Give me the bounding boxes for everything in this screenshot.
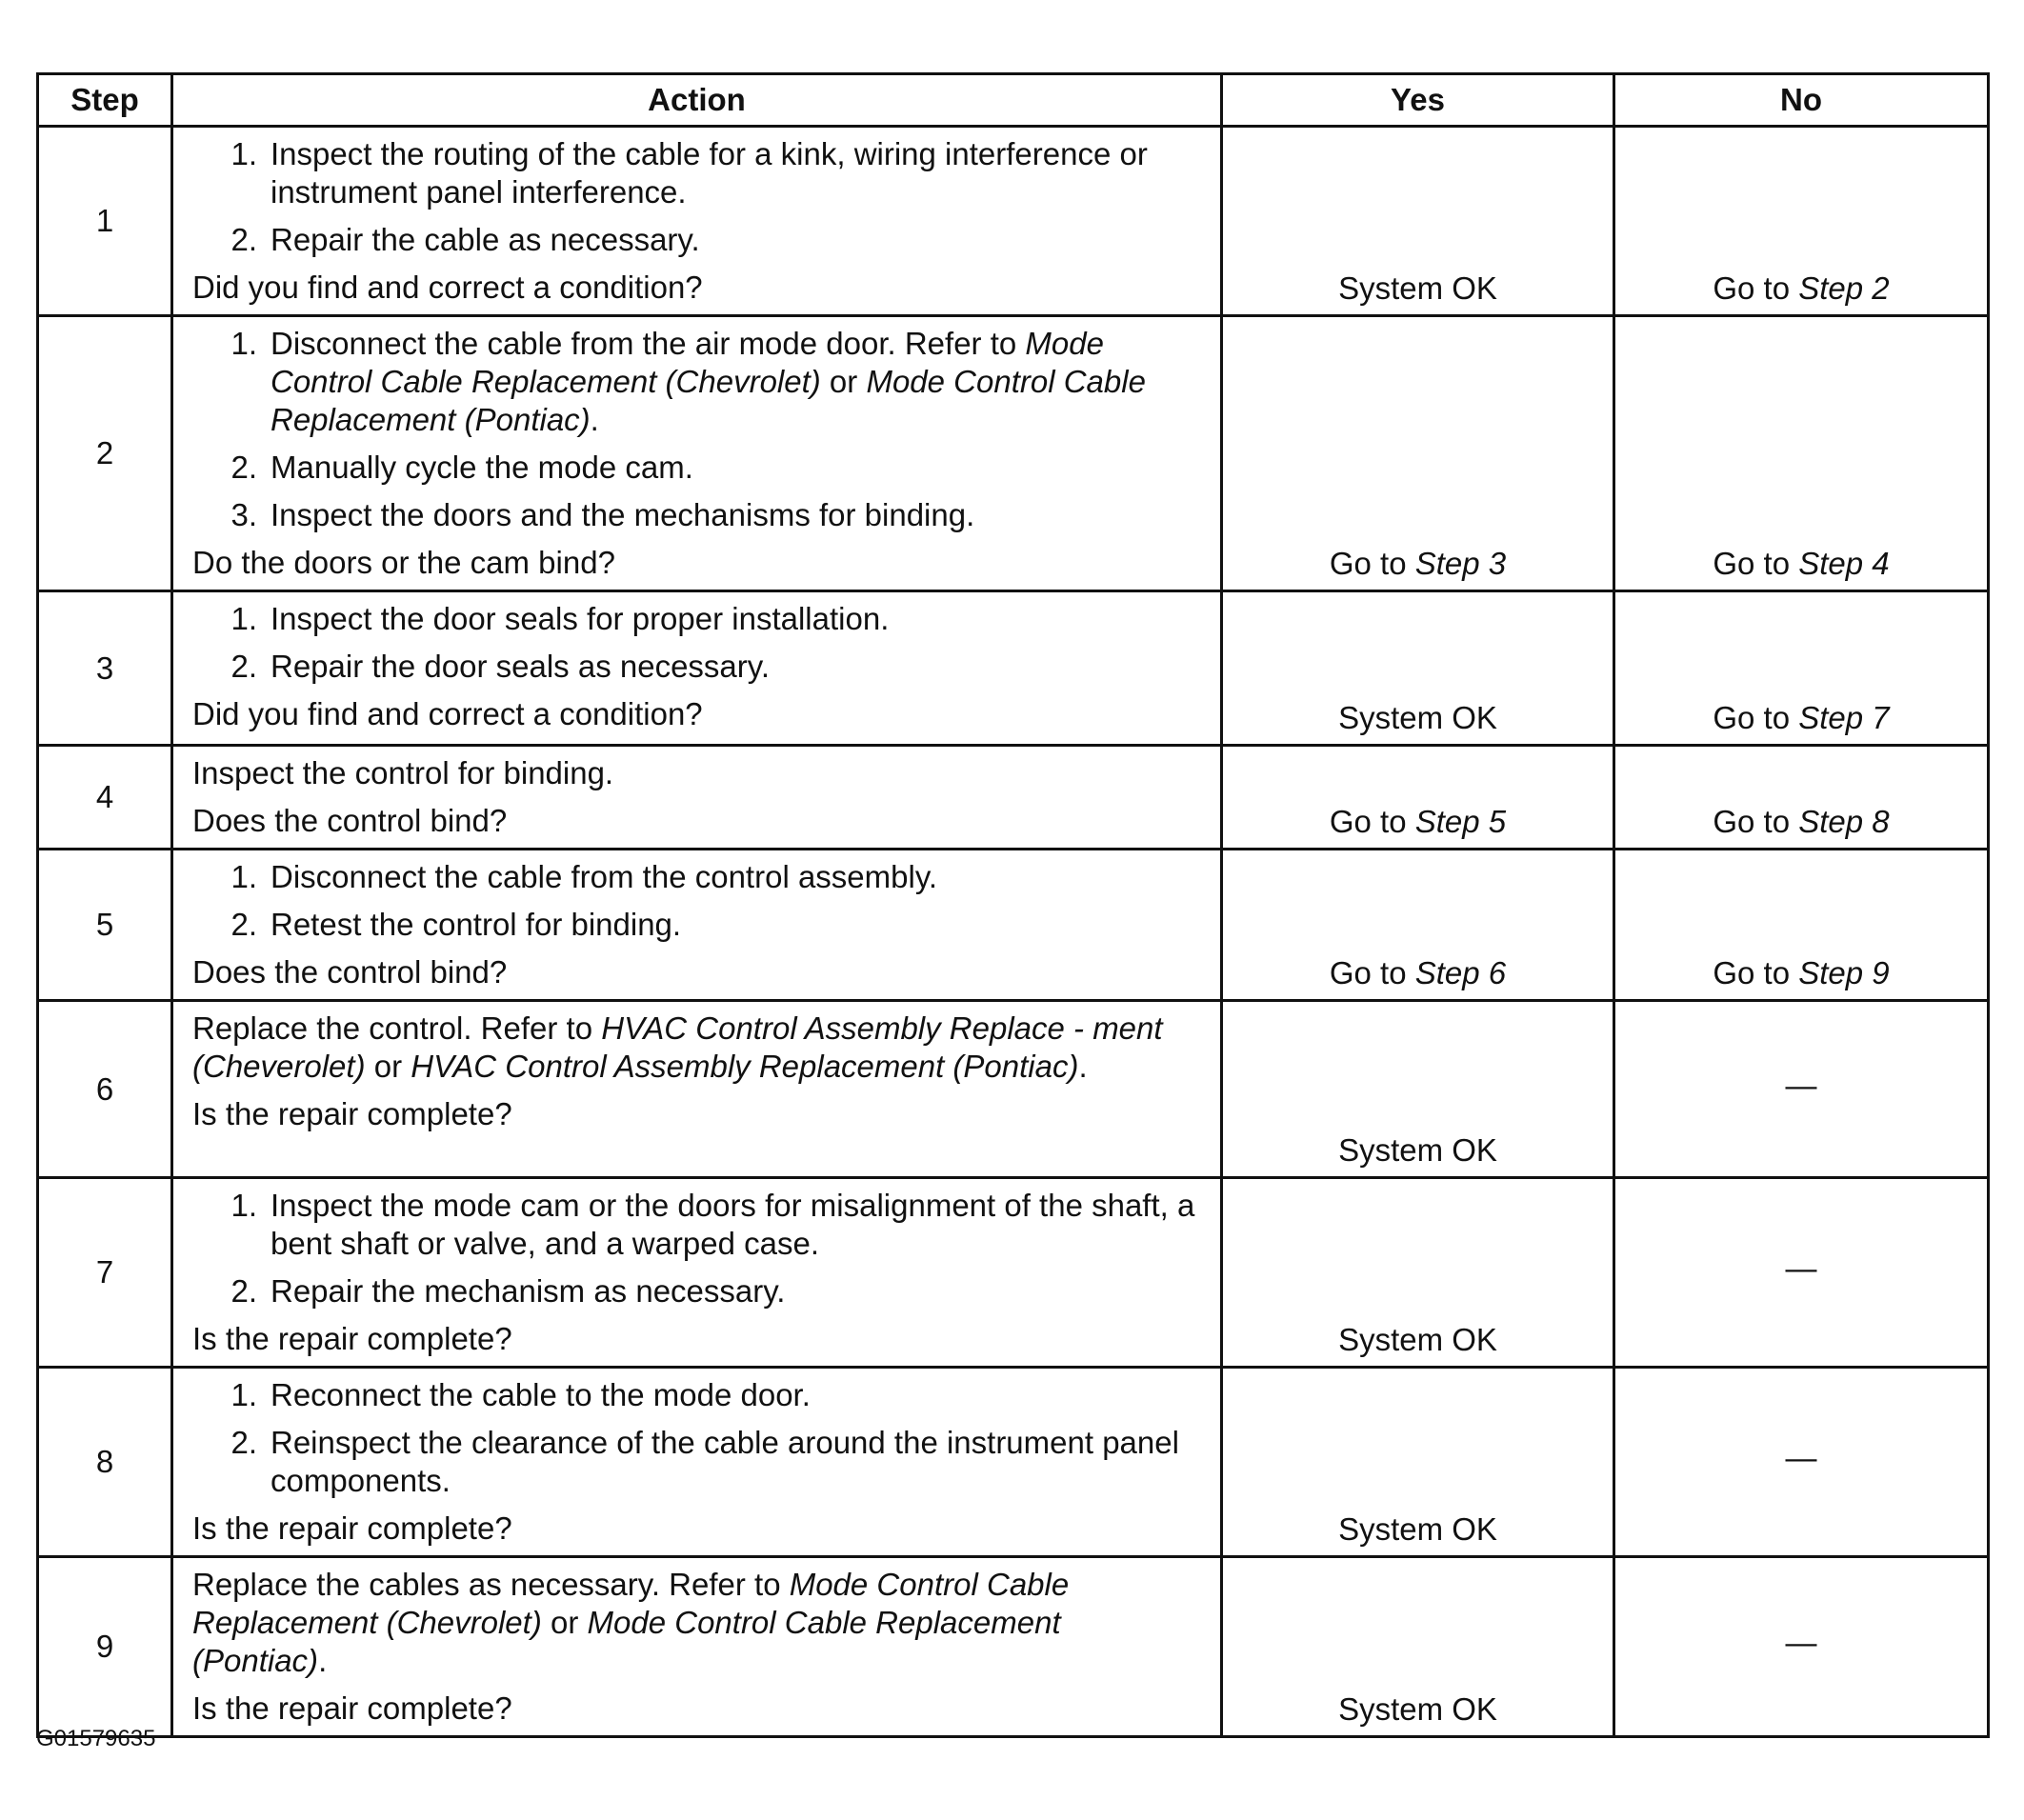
item-text: Inspect the door seals for proper installation.: [271, 601, 890, 636]
list-item: [192, 906, 1203, 944]
table-header-row: [38, 74, 1989, 127]
goto-label: Go to: [1329, 955, 1415, 990]
action-cell: [172, 1001, 1222, 1178]
question-text: Is the repair complete?: [192, 1096, 512, 1131]
question-text: Is the repair complete?: [192, 1690, 512, 1726]
table-row: [38, 746, 1989, 850]
no-cell: [1614, 1557, 1989, 1737]
document-reference: HVAC Control Assembly Replace - ment (Cheverolet): [192, 1010, 1163, 1084]
question-text: Did you find and correct a condition?: [192, 270, 703, 305]
list-item: [192, 858, 1203, 896]
no-cell: [1614, 1178, 1989, 1368]
yes-cell: [1222, 316, 1614, 591]
item-number: 1.: [230, 326, 257, 361]
header-no: No: [1614, 74, 1989, 127]
goto-label: Go to: [1329, 546, 1415, 581]
step-number: 8: [38, 1368, 172, 1557]
question-text: Does the control bind?: [192, 954, 508, 990]
header-yes: Yes: [1222, 74, 1614, 127]
yes-cell: System OK: [1222, 1178, 1614, 1368]
yes-cell: System OK: [1222, 591, 1614, 746]
step-number: 4: [38, 746, 172, 850]
diagnostic-table: [36, 72, 1990, 1738]
item-text: Reconnect the cable to the mode door.: [271, 1377, 811, 1412]
yes-cell: [1222, 746, 1614, 850]
diagnostic-table-container: [36, 72, 1987, 1738]
item-number: 1.: [230, 1188, 257, 1223]
no-cell: [1614, 1368, 1989, 1557]
no-value: —: [1785, 1250, 1817, 1286]
step-number: 1: [38, 127, 172, 316]
document-reference: Mode Control Cable Replacement (Pontiac): [192, 1605, 1061, 1678]
item-text: Repair the mechanism as necessary.: [271, 1273, 786, 1309]
item-number: 1.: [230, 1377, 257, 1412]
item-text: Inspect the mode cam or the doors for misalignment of the shaft, a bent shaft or valve, and a warped case.: [271, 1188, 1195, 1261]
step-reference: Step 3: [1414, 546, 1507, 581]
table-row: [38, 591, 1989, 746]
item-number: 1.: [230, 601, 257, 636]
action-text: Replace the cables as necessary. Refer to Mode Control Cable Replacement (Chevrolet) or Mode Control Cable Replacement (Pontiac).: [192, 1567, 1070, 1678]
list-item: [192, 1424, 1203, 1500]
action-cell: [172, 591, 1222, 746]
step-reference: Step 4: [1798, 546, 1890, 581]
question-text: Do the doors or the cam bind?: [192, 545, 615, 580]
step-reference: Step 7: [1798, 700, 1890, 735]
document-reference: Mode Control Cable Replacement (Chevrolet): [271, 326, 1104, 399]
item-number: 2.: [230, 1425, 257, 1460]
action-cell: [172, 1368, 1222, 1557]
question-text: Did you find and correct a condition?: [192, 696, 703, 731]
table-row: [38, 1178, 1989, 1368]
step-number: 3: [38, 591, 172, 746]
list-item: [192, 1187, 1203, 1263]
no-value: —: [1785, 1440, 1817, 1475]
list-item: [192, 1376, 1203, 1414]
action-cell: [172, 1557, 1222, 1737]
step-reference: Step 8: [1798, 804, 1890, 839]
yes-cell: System OK: [1222, 127, 1614, 316]
goto-label: Go to: [1329, 804, 1415, 839]
question-text: Does the control bind?: [192, 803, 508, 838]
item-number: 2.: [230, 450, 257, 485]
item-text: Retest the control for binding.: [271, 907, 682, 942]
action-cell: [172, 746, 1222, 850]
goto-label: Go to: [1713, 955, 1799, 990]
item-number: 2.: [230, 907, 257, 942]
list-item: [192, 648, 1203, 686]
table-row: [38, 127, 1989, 316]
item-number: 1.: [230, 859, 257, 894]
header-step: Step: [38, 74, 172, 127]
item-number: 1.: [230, 136, 257, 171]
table-row: [38, 1557, 1989, 1737]
action-cell: [172, 127, 1222, 316]
goto-label: Go to: [1713, 270, 1799, 306]
list-item: [192, 325, 1203, 439]
goto-label: Go to: [1713, 546, 1799, 581]
list-item: [192, 496, 1203, 534]
item-text: Disconnect the cable from the control assembly.: [271, 859, 938, 894]
no-value: —: [1785, 1067, 1817, 1103]
header-action: Action: [172, 74, 1222, 127]
item-text: Manually cycle the mode cam.: [271, 450, 693, 485]
yes-cell: [1222, 850, 1614, 1001]
step-reference: Step 9: [1798, 955, 1890, 990]
yes-cell: System OK: [1222, 1001, 1614, 1178]
no-cell: [1614, 127, 1989, 316]
item-number: 3.: [230, 497, 257, 532]
list-item: [192, 135, 1203, 211]
list-item: [192, 1272, 1203, 1310]
goto-label: Go to: [1713, 804, 1799, 839]
question-text: Is the repair complete?: [192, 1321, 512, 1356]
no-cell: [1614, 850, 1989, 1001]
step-reference: Step 2: [1798, 270, 1890, 306]
step-number: 7: [38, 1178, 172, 1368]
item-text: Repair the door seals as necessary.: [271, 649, 770, 684]
table-row: [38, 1001, 1989, 1178]
no-value: —: [1785, 1625, 1817, 1660]
step-number: 9: [38, 1557, 172, 1737]
action-cell: [172, 316, 1222, 591]
yes-cell: System OK: [1222, 1368, 1614, 1557]
list-item: [192, 600, 1203, 638]
item-number: 2.: [230, 222, 257, 257]
step-number: 5: [38, 850, 172, 1001]
no-cell: [1614, 316, 1989, 591]
action-text: Inspect the control for binding.: [192, 755, 614, 790]
item-text: Repair the cable as necessary.: [271, 222, 700, 257]
action-cell: [172, 850, 1222, 1001]
document-reference: Mode Control Cable Replacement (Chevrolet): [192, 1567, 1070, 1640]
document-reference: HVAC Control Assembly Replacement (Pontiac): [411, 1049, 1079, 1084]
item-number: 2.: [230, 1273, 257, 1309]
item-text: Inspect the routing of the cable for a kink, wiring interference or instrument panel interference.: [271, 136, 1148, 210]
table-row: [38, 1368, 1989, 1557]
step-reference: Step 5: [1414, 804, 1507, 839]
item-text: Disconnect the cable from the air mode door. Refer to Mode Control Cable Replacement (Chevrolet) or Mode Control Cable Replacement (Pontiac).: [271, 326, 1146, 437]
step-reference: Step 6: [1414, 955, 1507, 990]
no-cell: [1614, 1001, 1989, 1178]
item-text: Inspect the doors and the mechanisms for binding.: [271, 497, 975, 532]
question-text: Is the repair complete?: [192, 1510, 512, 1546]
item-text: Reinspect the clearance of the cable around the instrument panel components.: [271, 1425, 1179, 1498]
step-number: 2: [38, 316, 172, 591]
document-reference: Mode Control Cable Replacement (Pontiac): [271, 364, 1146, 437]
table-row: [38, 316, 1989, 591]
yes-cell: System OK: [1222, 1557, 1614, 1737]
goto-label: Go to: [1713, 700, 1799, 735]
table-row: [38, 850, 1989, 1001]
action-text: Replace the control. Refer to HVAC Control Assembly Replace - ment (Cheverolet) or HVAC Control Assembly Replacement (Pontiac).: [192, 1010, 1163, 1084]
figure-id: G01579635: [36, 1726, 156, 1751]
list-item: [192, 449, 1203, 487]
item-number: 2.: [230, 649, 257, 684]
list-item: [192, 221, 1203, 259]
step-number: 6: [38, 1001, 172, 1178]
no-cell: [1614, 591, 1989, 746]
no-cell: [1614, 746, 1989, 850]
action-cell: [172, 1178, 1222, 1368]
